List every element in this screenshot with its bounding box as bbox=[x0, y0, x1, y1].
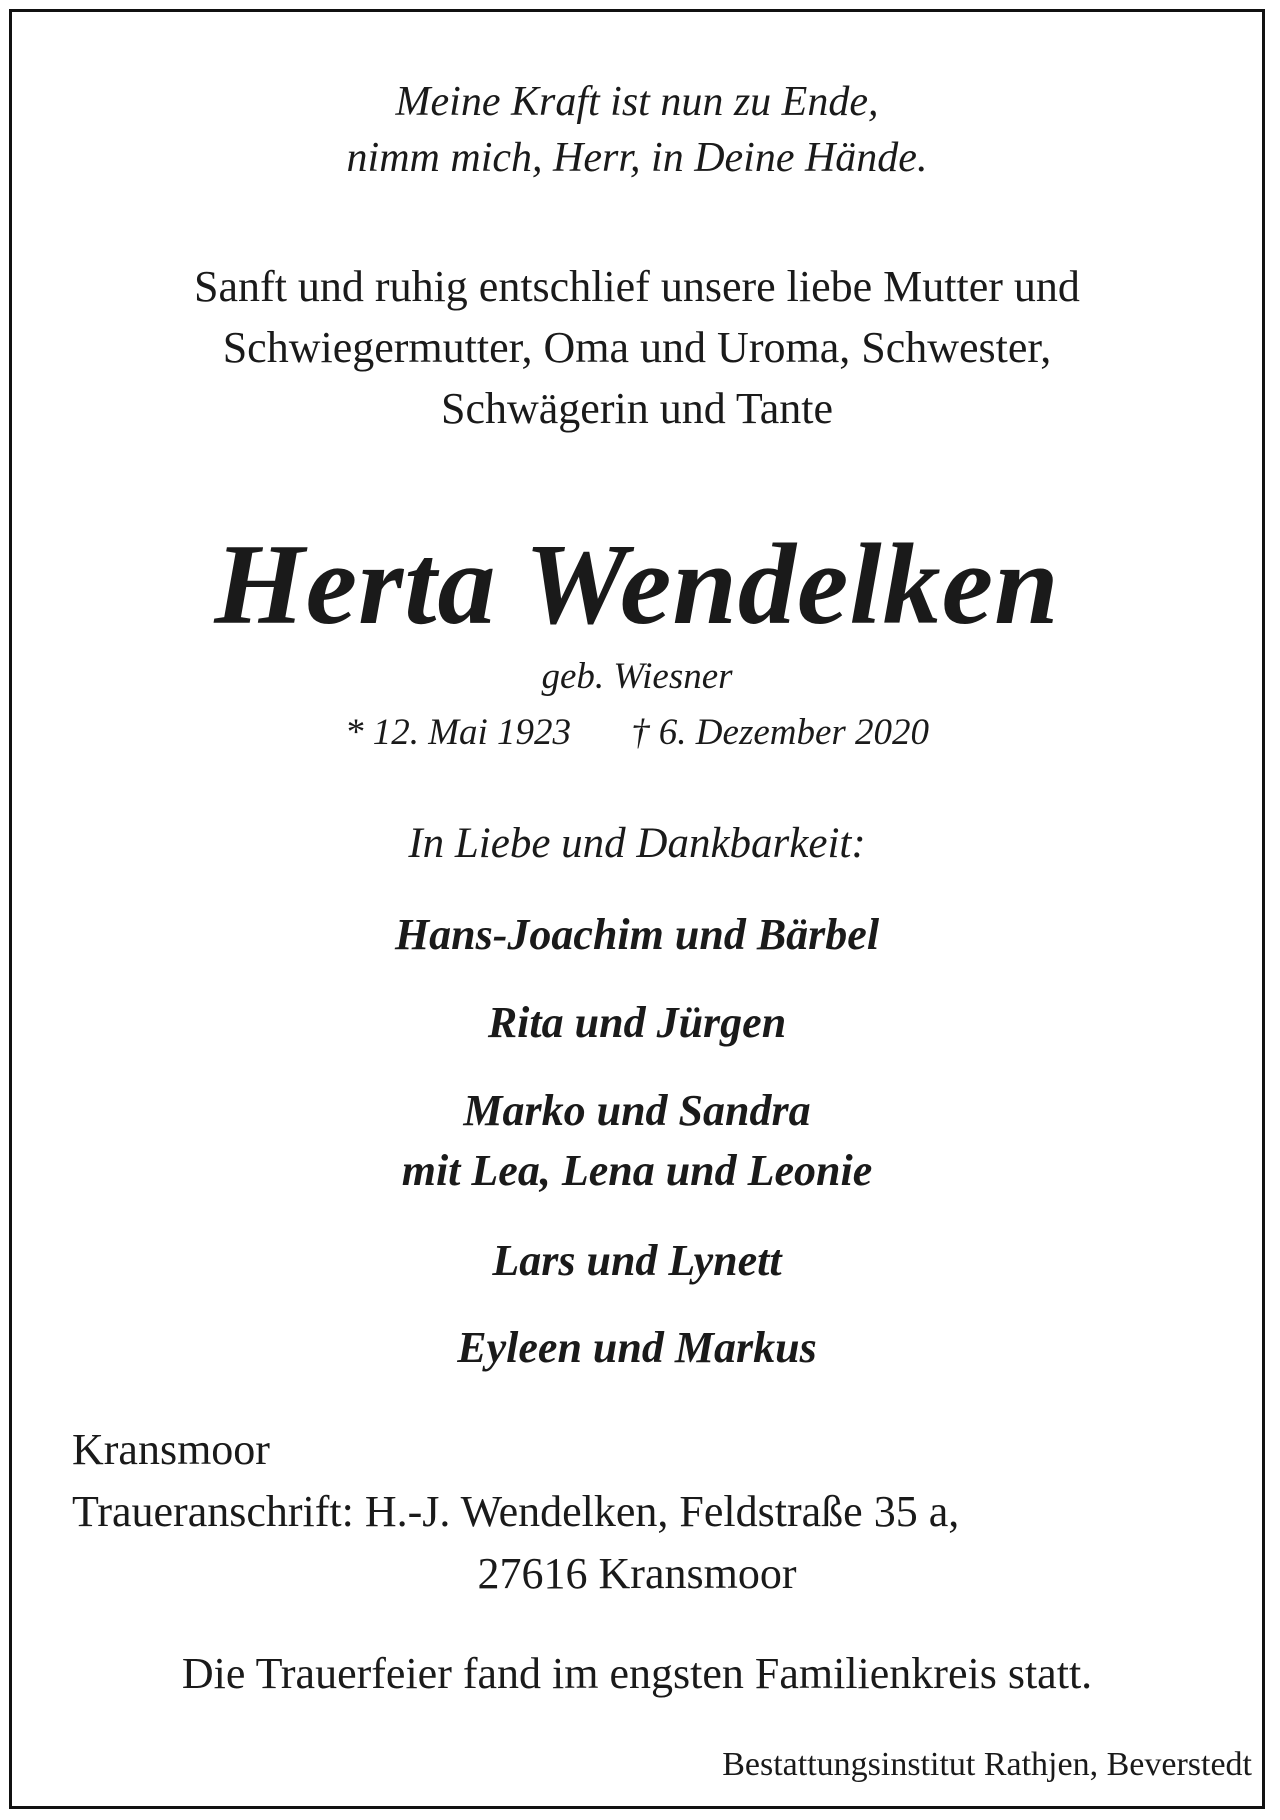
intro-line-3: Schwägerin und Tante bbox=[440, 384, 833, 433]
place: Kransmoor bbox=[72, 1425, 270, 1474]
family-line-6: Eyleen und Markus bbox=[457, 1323, 817, 1372]
verse-line-1: Meine Kraft ist nun zu Ende, bbox=[395, 79, 879, 125]
address-line-2: 27616 Kransmoor bbox=[477, 1549, 797, 1598]
address-line-1: Traueranschrift: H.-J. Wendelken, Feldstraße 35 a, bbox=[72, 1487, 960, 1536]
thanks-line: In Liebe und Dankbarkeit: bbox=[408, 820, 866, 867]
deceased-name: Herta Wendelken bbox=[214, 521, 1060, 649]
birth-date: * 12. Mai 1923 bbox=[344, 712, 572, 753]
funeral-note: Die Trauerfeier fand im engsten Familienkreis statt. bbox=[181, 1649, 1093, 1698]
obituary-notice bbox=[9, 9, 1265, 1809]
undertaker: Bestattungsinstitut Rathjen, Beverstedt bbox=[722, 1746, 1252, 1783]
death-date: † 6. Dezember 2020 bbox=[631, 712, 930, 753]
family-line-5: Lars und Lynett bbox=[492, 1236, 782, 1285]
intro-line-1: Sanft und ruhig entschlief unsere liebe Mutter und bbox=[194, 262, 1080, 311]
family-line-3: Marko und Sandra bbox=[463, 1086, 811, 1135]
life-dates bbox=[12, 711, 1262, 755]
family-line-4: mit Lea, Lena und Leonie bbox=[401, 1146, 873, 1195]
intro-line-2: Schwiegermutter, Oma und Uroma, Schwester, bbox=[222, 323, 1052, 372]
verse-line-2: nimm mich, Herr, in Deine Hände. bbox=[346, 135, 928, 181]
family-line-1: Hans-Joachim und Bärbel bbox=[394, 910, 880, 959]
family-line-2: Rita und Jürgen bbox=[487, 998, 787, 1047]
maiden-name: geb. Wiesner bbox=[541, 656, 733, 697]
